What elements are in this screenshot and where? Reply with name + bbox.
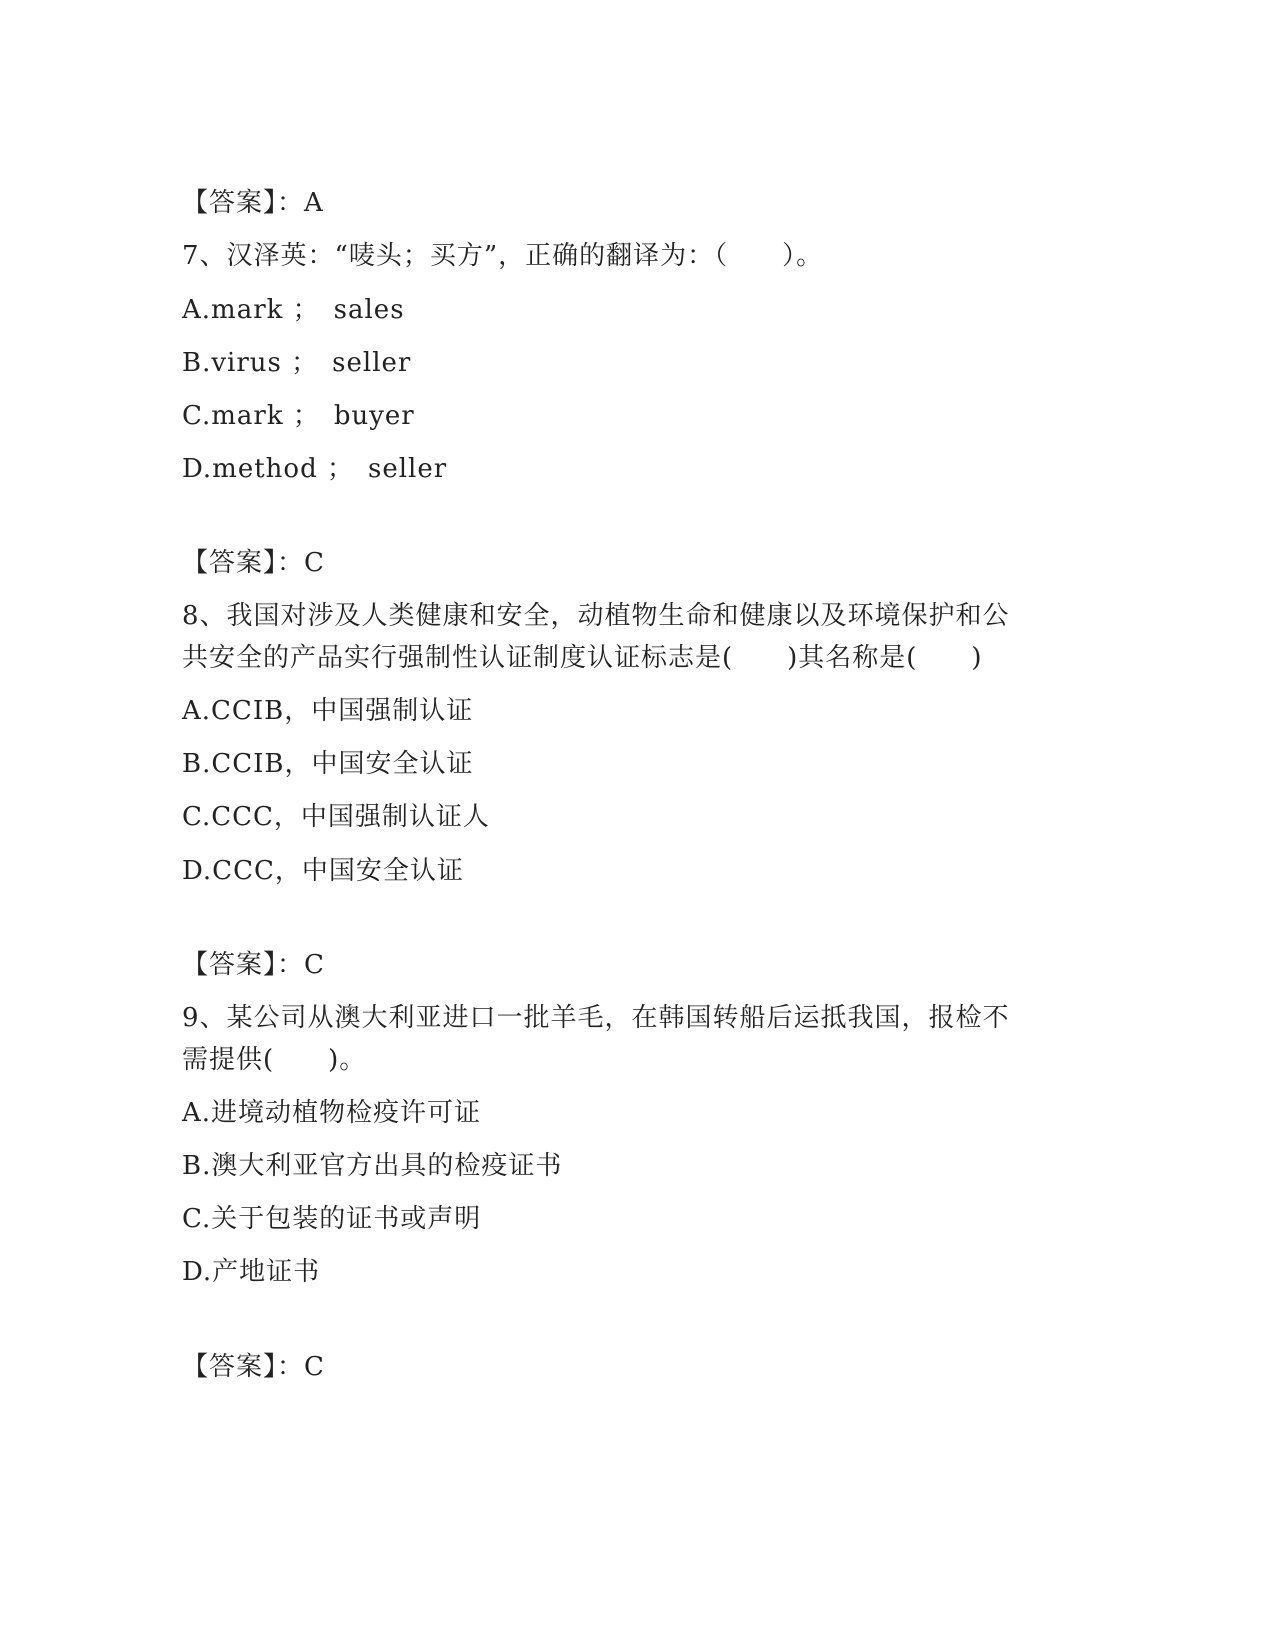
question-7-option-c: C.mark ； buyer [182,401,415,431]
answer-q8: 【答案】：C [182,950,325,980]
question-9-option-b: B.澳大利亚官方出具的检疫证书 [182,1151,563,1181]
question-8-option-b: B.CCIB，中国安全认证 [182,749,474,779]
question-8-stem-line-1: 8、我国对涉及人类健康和安全，动植物生命和健康以及环境保护和公 [182,601,1010,631]
question-7-stem: 7、汉泽英：“唛头；买方”，正确的翻译为：（ ）。 [182,241,824,271]
question-9-option-a: A.进境动植物检疫许可证 [182,1098,482,1128]
question-8-option-c: C.CCC，中国强制认证人 [182,802,490,832]
question-9-option-d: D.产地证书 [182,1257,321,1287]
answer-q7: 【答案】：C [182,548,325,578]
question-8-option-d: D.CCC，中国安全认证 [182,856,464,886]
question-7-option-b: B.virus ； seller [182,348,412,378]
question-8-stem-line-2: 共安全的产品实行强制性认证制度认证标志是( )其名称是( ) [182,643,983,673]
question-9-stem-line-2: 需提供( )。 [182,1045,367,1075]
answer-q6: 【答案】：A [182,188,324,218]
question-9-option-c: C.关于包装的证书或声明 [182,1204,482,1234]
question-9-stem-line-1: 9、某公司从澳大利亚进口一批羊毛，在韩国转船后运抵我国，报检不 [182,1003,1010,1033]
question-8-option-a: A.CCIB，中国强制认证 [182,696,474,726]
answer-q9: 【答案】：C [182,1352,325,1382]
question-7-option-a: A.mark ； sales [182,295,405,325]
question-7-option-d: D.method ； seller [182,454,448,484]
